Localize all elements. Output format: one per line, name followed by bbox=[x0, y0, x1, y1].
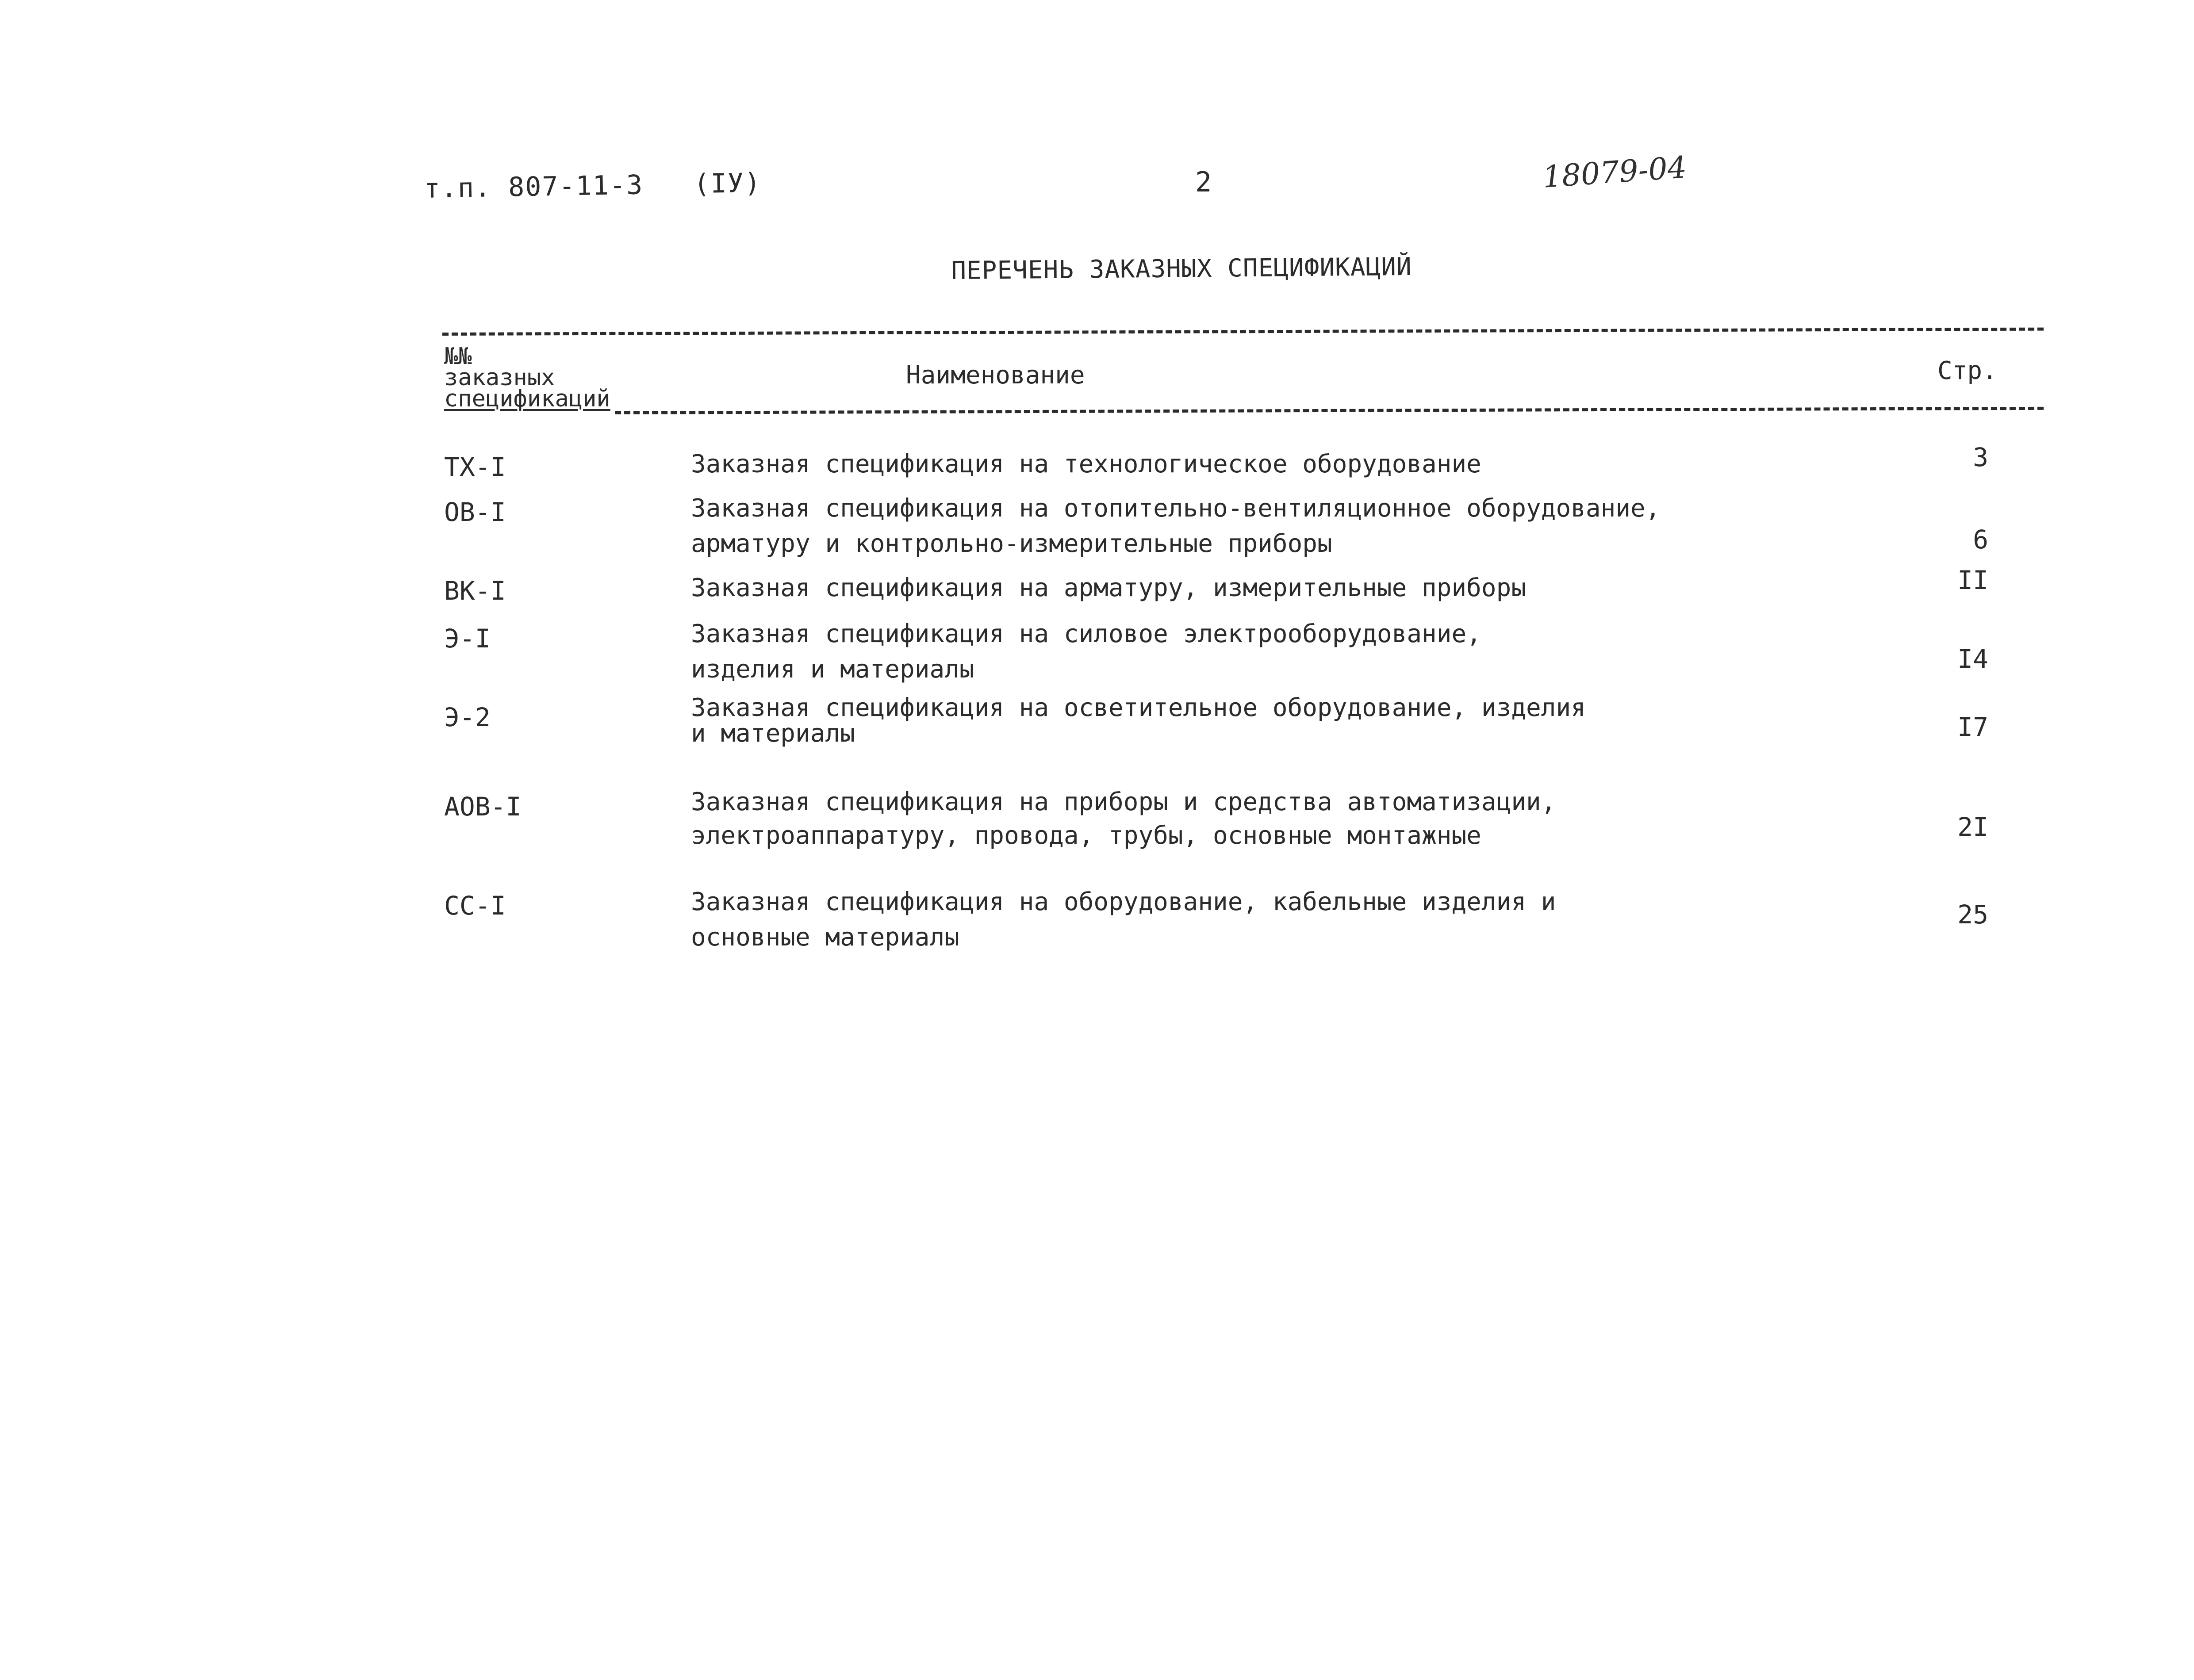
table-row-description-line: и материалы bbox=[691, 719, 855, 748]
column-header-number-line1: №№ bbox=[444, 343, 472, 370]
table-header-rule bbox=[615, 407, 2044, 414]
table-row-description bbox=[691, 695, 1586, 746]
table-row-code: Э-I bbox=[444, 624, 491, 654]
table-row-description-line: Заказная спецификация на приборы и средства автоматизации, bbox=[691, 788, 1556, 816]
table-row-description-line: Заказная спецификация на технологическое оборудование bbox=[691, 450, 1481, 478]
table-row-code: ОВ-I bbox=[444, 497, 506, 527]
table-row-description-line: электроаппаратуру, провода, трубы, основные монтажные bbox=[691, 821, 1481, 850]
document-code bbox=[424, 168, 762, 204]
table-row-description-line: Заказная спецификация на оборудование, кабельные изделия и bbox=[691, 888, 1556, 916]
table-row-page: 25 bbox=[1957, 899, 1988, 930]
column-header-number bbox=[444, 343, 610, 412]
page-number: 2 bbox=[1195, 166, 1212, 198]
table-top-rule bbox=[442, 328, 2044, 336]
table-row-code: СС-I bbox=[444, 891, 506, 921]
table-row-description bbox=[691, 570, 1526, 606]
column-header-number-line2: заказных bbox=[444, 364, 555, 391]
table-row-description bbox=[691, 884, 1556, 955]
table-row-description bbox=[691, 491, 1660, 562]
document-variant: (IУ) bbox=[693, 167, 762, 200]
table-row-description-line: Заказная спецификация на отопительно-вентиляционное оборудование, bbox=[691, 494, 1661, 523]
document-code-number: т.п. 807-11-3 bbox=[424, 169, 644, 204]
archive-number: 18079-04 bbox=[1542, 150, 1688, 195]
table-row-code: ВК-I bbox=[444, 576, 506, 606]
table-row-page: I4 bbox=[1957, 644, 1988, 674]
table-row-description-line: арматуру и контрольно-измерительные приборы bbox=[691, 529, 1332, 558]
table-row-code: АОВ-I bbox=[444, 792, 522, 822]
table-row-code: Э-2 bbox=[444, 702, 491, 732]
table-row-description bbox=[691, 616, 1481, 687]
table-row-page: 3 bbox=[1973, 442, 1988, 472]
column-header-name: Наименование bbox=[906, 361, 1085, 390]
table-row-page: I7 bbox=[1957, 712, 1988, 742]
table-row-page: 2I bbox=[1957, 812, 1988, 842]
table-row-code: ТХ-I bbox=[444, 452, 506, 482]
table-row-description-line: Заказная спецификация на арматуру, измерительные приборы bbox=[691, 574, 1527, 602]
page-title: ПЕРЕЧЕНЬ ЗАКАЗНЫХ СПЕЦИФИКАЦИЙ bbox=[951, 252, 1412, 285]
table-row-description-line: Заказная спецификация на силовое электрооборудование, bbox=[691, 620, 1481, 648]
table-row-page: 6 bbox=[1973, 524, 1988, 555]
table-row-description-line: изделия и материалы bbox=[691, 655, 974, 684]
table-row-description-line: основные материалы bbox=[691, 923, 959, 952]
table-row-description-line: Заказная спецификация на осветительное оборудование, изделия bbox=[691, 693, 1586, 722]
table-row-description bbox=[691, 785, 1556, 853]
table-row-page: II bbox=[1957, 565, 1988, 595]
column-header-number-line3: спецификаций bbox=[444, 386, 610, 412]
table-row-description bbox=[691, 447, 1481, 482]
column-header-page: Стр. bbox=[1937, 356, 1997, 385]
